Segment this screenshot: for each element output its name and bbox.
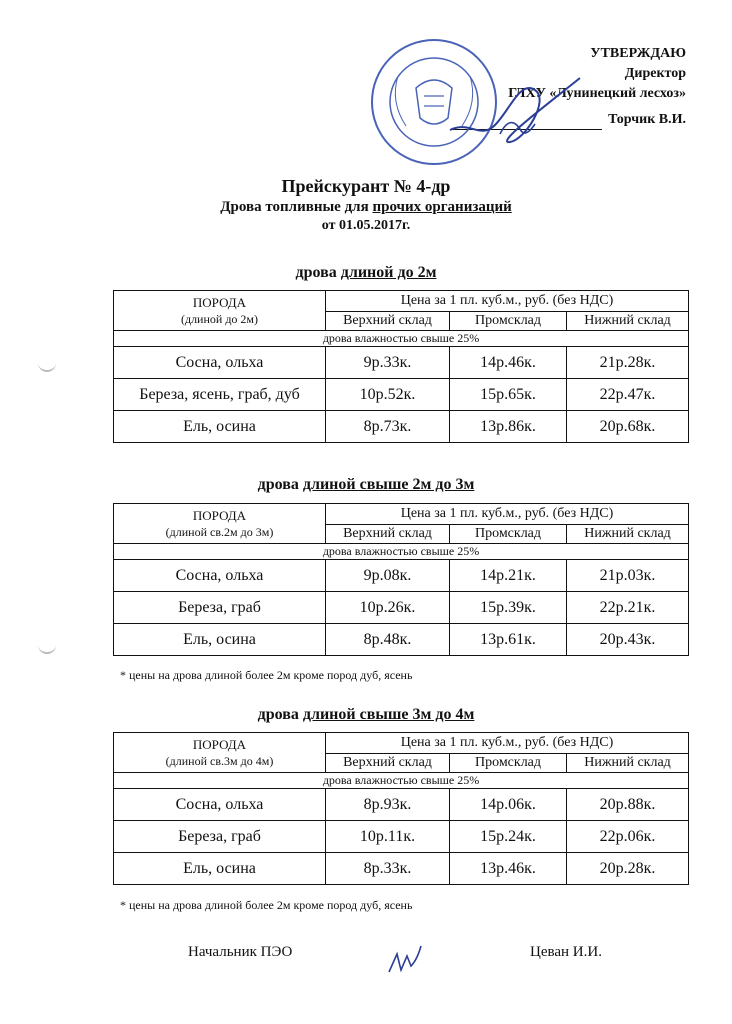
table-footnote: * цены на дрова длиной более 2м кроме пород дуб, ясень [120,898,413,912]
breed-cell: Ель, осина [114,853,326,885]
breed-header-label: ПОРОДА [192,736,247,752]
column-header: Промсклад [450,754,567,773]
table-row [114,624,689,656]
column-header: Верхний склад [326,754,450,773]
section-heading-length: длиной свыше 2м до 3м [302,476,475,493]
price-cell: 13р.61к. [450,624,567,656]
breed-header [114,504,326,544]
price-cell: 14р.46к. [450,347,567,379]
price-header: Цена за 1 пл. куб.м., руб. (без НДС) [326,504,689,525]
breed-header-label: ПОРОДА [192,507,247,523]
footer-position: Начальник ПЭО [188,944,293,960]
price-cell: 9р.08к. [326,560,450,592]
price-cell: 13р.86к. [450,411,567,443]
document-date: от 01.05.2017г. [321,218,411,233]
price-header: Цена за 1 пл. куб.м., руб. (без НДС) [326,733,689,754]
breed-cell: Сосна, ольха [114,560,326,592]
breed-header-sub: (длиной до 2м) [180,311,259,326]
price-cell: 20р.43к. [567,624,689,656]
punch-hole-mark [38,358,56,372]
column-header: Верхний склад [326,312,450,331]
breed-header-sub: (длиной св.3м до 4м) [165,753,274,768]
section-heading [0,264,732,282]
humidity-row: дрова влажностью свыше 25% [114,331,689,347]
price-cell: 22р.06к. [567,821,689,853]
section-heading-length: длиной свыше 3м до 4м [302,706,475,723]
price-cell: 8р.33к. [326,853,450,885]
price-cell: 10р.26к. [326,592,450,624]
approval-title: УТВЕРЖДАЮ [590,46,686,61]
breed-cell: Ель, осина [114,411,326,443]
price-cell: 14р.06к. [450,789,567,821]
price-cell: 9р.33к. [326,347,450,379]
section-heading-text: дрова [257,706,303,723]
footer-name: Цеван И.И. [530,944,602,960]
price-cell: 8р.48к. [326,624,450,656]
breed-cell: Береза, ясень, граб, дуб [114,379,326,411]
document-title: Прейскурант № 4-др [281,176,451,196]
subtitle-target: прочих организаций [372,199,512,215]
breed-cell: Береза, граб [114,592,326,624]
subtitle-text: Дрова топливные для [220,199,373,215]
breed-header-sub: (длиной св.2м до 3м) [165,524,274,539]
price-cell: 20р.28к. [567,853,689,885]
breed-header-label: ПОРОДА [192,294,247,310]
price-cell: 20р.68к. [567,411,689,443]
table-row [114,347,689,379]
column-header: Промсклад [450,525,567,544]
section-heading [0,706,732,724]
price-cell: 13р.46к. [450,853,567,885]
table-row [114,853,689,885]
price-cell: 10р.52к. [326,379,450,411]
table-row [114,789,689,821]
table-row [114,411,689,443]
price-cell: 15р.24к. [450,821,567,853]
table-row [114,560,689,592]
price-cell: 22р.21к. [567,592,689,624]
breed-header [114,733,326,773]
approval-name: Торчик В.И. [608,112,686,127]
approval-organization: ГЛХУ «Лунинецкий лесхоз» [508,86,686,101]
breed-cell: Сосна, ольха [114,789,326,821]
price-cell: 21р.28к. [567,347,689,379]
table-footnote: * цены на дрова длиной более 2м кроме пород дуб, ясень [120,668,413,682]
punch-hole-mark [38,640,56,654]
price-cell: 15р.65к. [450,379,567,411]
price-header: Цена за 1 пл. куб.м., руб. (без НДС) [326,291,689,312]
director-signature [440,70,590,150]
price-table [113,503,689,656]
document-subtitle [0,199,732,216]
price-cell: 8р.93к. [326,789,450,821]
price-cell: 15р.39к. [450,592,567,624]
section-heading [0,476,732,494]
table-row [114,592,689,624]
breed-cell: Береза, граб [114,821,326,853]
humidity-row: дрова влажностью свыше 25% [114,773,689,789]
column-header: Нижний склад [567,754,689,773]
table-row [114,379,689,411]
column-header: Нижний склад [567,525,689,544]
price-cell: 14р.21к. [450,560,567,592]
breed-cell: Сосна, ольха [114,347,326,379]
column-header: Нижний склад [567,312,689,331]
price-cell: 21р.03к. [567,560,689,592]
section-heading-text: дрова [295,264,341,281]
table-row [114,821,689,853]
price-table [113,732,689,885]
section-heading-length: длиной до 2м [340,264,437,281]
breed-header [114,291,326,331]
breed-cell: Ель, осина [114,624,326,656]
column-header: Промсклад [450,312,567,331]
price-cell: 22р.47к. [567,379,689,411]
section-heading-text: дрова [257,476,303,493]
price-table [113,290,689,443]
price-cell: 10р.11к. [326,821,450,853]
price-cell: 20р.88к. [567,789,689,821]
economist-signature [385,942,425,982]
approval-position: Директор [624,66,686,81]
price-cell: 8р.73к. [326,411,450,443]
column-header: Верхний склад [326,525,450,544]
humidity-row: дрова влажностью свыше 25% [114,544,689,560]
